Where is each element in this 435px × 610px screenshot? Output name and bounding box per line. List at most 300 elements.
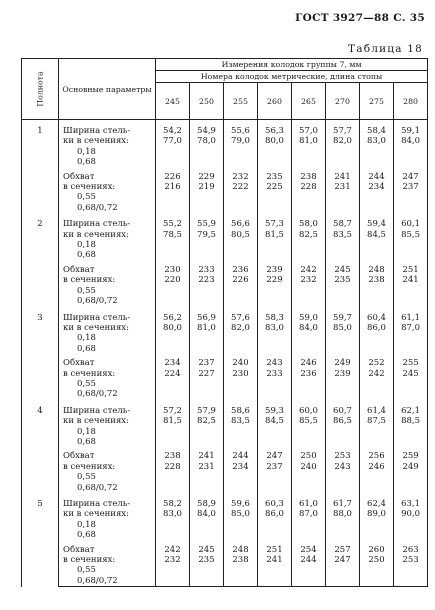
value-bottom: 237 xyxy=(402,182,419,193)
value-bottom: 78,0 xyxy=(197,136,216,147)
value-cell xyxy=(292,261,326,307)
value-top: 232 xyxy=(232,171,249,182)
value-bottom: 242 xyxy=(368,368,385,379)
value-top: 62,4 xyxy=(367,499,386,509)
value-cell xyxy=(326,307,360,355)
value-bottom: 82,5 xyxy=(197,416,216,427)
value-top: 58,7 xyxy=(333,219,352,230)
value-bottom: 83,5 xyxy=(333,229,352,240)
table-row xyxy=(22,541,428,587)
value-top: 57,3 xyxy=(265,219,284,230)
value-top: 238 xyxy=(300,171,317,182)
completeness-cell: 1 xyxy=(22,120,59,214)
table-caption: Таблица 18 xyxy=(348,43,423,55)
header-subgroup: Номера колодок метрические, длина стопы xyxy=(156,71,428,83)
value-top: 59,7 xyxy=(333,312,352,323)
value-cell xyxy=(292,213,326,261)
size-header: 275 xyxy=(360,83,394,120)
value-bottom: 220 xyxy=(164,275,181,286)
value-top: 63,1 xyxy=(401,499,421,509)
section-label: 0,68 xyxy=(77,250,96,261)
value-cell xyxy=(224,307,258,355)
value-cell xyxy=(326,447,360,493)
value-cell xyxy=(360,261,394,307)
value-cell xyxy=(224,541,258,587)
value-bottom: 77,0 xyxy=(163,136,182,147)
value-bottom: 238 xyxy=(368,275,385,286)
value-bottom: 83,5 xyxy=(231,416,250,427)
size-header: 250 xyxy=(190,83,224,120)
value-cell xyxy=(190,261,224,307)
value-cell xyxy=(224,120,258,168)
section-label: 0,18 xyxy=(77,146,96,157)
section-label: 0,68 xyxy=(77,157,96,168)
value-cell xyxy=(156,168,190,214)
value-bottom: 235 xyxy=(198,555,215,566)
value-cell xyxy=(190,307,224,355)
table-row xyxy=(22,493,428,541)
value-bottom: 232 xyxy=(300,275,317,286)
size-header: 270 xyxy=(326,83,360,120)
value-top: 59,6 xyxy=(231,499,250,509)
value-bottom: 246 xyxy=(368,461,385,472)
size-header: 245 xyxy=(156,83,190,120)
table-row xyxy=(22,168,428,214)
value-top: 233 xyxy=(198,264,215,275)
value-cell xyxy=(394,354,428,400)
value-top: 58,3 xyxy=(265,312,284,323)
value-bottom: 82,5 xyxy=(299,229,318,240)
value-top: 245 xyxy=(334,264,351,275)
value-bottom: 228 xyxy=(164,461,181,472)
value-cell xyxy=(360,447,394,493)
size-header: 280 xyxy=(394,83,428,120)
value-top: 56,2 xyxy=(163,312,182,323)
value-cell xyxy=(360,400,394,448)
header-completeness xyxy=(22,59,59,120)
value-bottom: 236 xyxy=(300,368,317,379)
section-label: 0,68 xyxy=(77,343,96,354)
value-top: 54,2 xyxy=(163,126,182,136)
value-top: 242 xyxy=(300,264,317,275)
width-param-cell xyxy=(59,213,156,261)
param-label: Обхват xyxy=(63,358,95,369)
width-param-cell xyxy=(59,493,156,541)
header-completeness-text: Полнота xyxy=(35,71,45,107)
value-bottom: 245 xyxy=(402,368,419,379)
value-bottom: 83,0 xyxy=(265,322,284,333)
table-row xyxy=(22,354,428,400)
value-top: 243 xyxy=(266,358,283,369)
value-cell xyxy=(394,213,428,261)
value-cell xyxy=(394,307,428,355)
value-cell xyxy=(156,447,190,493)
value-cell xyxy=(360,354,394,400)
value-bottom: 86,0 xyxy=(265,509,284,520)
value-top: 250 xyxy=(300,451,317,462)
value-cell xyxy=(156,493,190,541)
value-bottom: 88,0 xyxy=(333,509,352,520)
section-label: 0,68/0,72 xyxy=(77,482,118,493)
value-cell xyxy=(326,541,360,587)
value-top: 61,4 xyxy=(367,405,386,416)
size-header: 255 xyxy=(224,83,258,120)
value-cell xyxy=(326,213,360,261)
value-cell xyxy=(258,261,292,307)
value-cell xyxy=(394,447,428,493)
value-top: 240 xyxy=(232,358,249,369)
value-top: 62,1 xyxy=(401,405,421,416)
value-top: 58,9 xyxy=(197,499,216,509)
value-cell xyxy=(258,400,292,448)
value-bottom: 81,0 xyxy=(299,136,318,147)
value-top: 263 xyxy=(402,544,419,555)
value-bottom: 86,0 xyxy=(367,322,386,333)
value-bottom: 87,0 xyxy=(401,322,421,333)
width-param-cell xyxy=(59,400,156,448)
value-top: 58,4 xyxy=(367,126,386,136)
param-label: в сечениях: xyxy=(63,555,116,566)
value-top: 259 xyxy=(402,451,419,462)
value-top: 230 xyxy=(164,264,181,275)
value-bottom: 253 xyxy=(402,555,419,566)
value-top: 237 xyxy=(198,358,215,369)
value-bottom: 80,0 xyxy=(265,136,284,147)
value-cell xyxy=(190,493,224,541)
value-cell xyxy=(258,120,292,168)
table-row xyxy=(22,307,428,355)
page-header: ГОСТ 3927—88 С. 35 xyxy=(295,12,425,24)
section-label: 0,18 xyxy=(77,426,96,437)
table-row xyxy=(22,213,428,261)
value-top: 236 xyxy=(232,264,249,275)
value-top: 57,9 xyxy=(197,405,216,416)
width-param-cell xyxy=(59,307,156,355)
value-cell xyxy=(360,493,394,541)
value-top: 57,0 xyxy=(299,126,318,136)
value-bottom: 84,5 xyxy=(265,416,284,427)
value-bottom: 83,0 xyxy=(163,509,182,520)
value-bottom: 81,0 xyxy=(197,322,216,333)
value-top: 239 xyxy=(266,264,283,275)
value-top: 55,2 xyxy=(163,219,182,230)
value-cell xyxy=(292,447,326,493)
value-bottom: 238 xyxy=(232,555,249,566)
value-top: 56,9 xyxy=(197,312,216,323)
value-cell xyxy=(394,493,428,541)
value-top: 257 xyxy=(334,544,351,555)
value-bottom: 79,5 xyxy=(197,229,216,240)
value-bottom: 234 xyxy=(232,461,249,472)
value-cell xyxy=(258,354,292,400)
value-top: 241 xyxy=(334,171,351,182)
value-bottom: 87,5 xyxy=(367,416,386,427)
girth-param-cell xyxy=(59,168,156,214)
value-top: 238 xyxy=(164,451,181,462)
value-bottom: 224 xyxy=(164,368,181,379)
value-cell xyxy=(292,400,326,448)
value-top: 247 xyxy=(266,451,283,462)
section-label: 0,68/0,72 xyxy=(77,296,118,307)
measurements-table xyxy=(21,58,428,587)
value-cell xyxy=(360,307,394,355)
value-cell xyxy=(394,541,428,587)
param-label: Обхват xyxy=(63,171,95,182)
value-bottom: 83,0 xyxy=(367,136,386,147)
value-top: 249 xyxy=(334,358,351,369)
value-top: 58,6 xyxy=(231,405,250,416)
section-label: 0,18 xyxy=(77,240,96,251)
section-label: 0,68/0,72 xyxy=(77,389,118,400)
value-bottom: 244 xyxy=(300,555,317,566)
value-top: 234 xyxy=(164,358,181,369)
value-cell xyxy=(360,541,394,587)
value-top: 54,9 xyxy=(197,126,216,136)
value-bottom: 222 xyxy=(232,182,249,193)
value-bottom: 250 xyxy=(368,555,385,566)
value-top: 254 xyxy=(300,544,317,555)
value-bottom: 233 xyxy=(266,368,283,379)
value-cell xyxy=(258,168,292,214)
param-label: Ширина стель- xyxy=(63,312,131,323)
param-label: в сечениях: xyxy=(63,182,116,193)
section-label: 0,55 xyxy=(77,285,96,296)
value-top: 247 xyxy=(402,171,419,182)
value-top: 235 xyxy=(266,171,283,182)
girth-param-cell xyxy=(59,354,156,400)
value-bottom: 84,0 xyxy=(401,136,421,147)
value-bottom: 230 xyxy=(232,368,249,379)
value-cell xyxy=(292,168,326,214)
value-top: 60,0 xyxy=(299,405,318,416)
value-bottom: 231 xyxy=(198,461,215,472)
value-bottom: 225 xyxy=(266,182,283,193)
section-label: 0,55 xyxy=(77,192,96,203)
value-cell xyxy=(258,307,292,355)
completeness-cell: 2 xyxy=(22,213,59,306)
value-bottom: 84,0 xyxy=(299,322,318,333)
value-cell xyxy=(224,261,258,307)
value-cell xyxy=(292,307,326,355)
value-cell xyxy=(326,120,360,168)
value-bottom: 235 xyxy=(334,275,351,286)
value-cell xyxy=(394,261,428,307)
value-cell xyxy=(224,168,258,214)
value-cell xyxy=(326,400,360,448)
value-top: 61,7 xyxy=(333,499,352,509)
table-row xyxy=(22,400,428,448)
value-bottom: 86,5 xyxy=(333,416,352,427)
value-top: 245 xyxy=(198,544,215,555)
param-label: Обхват xyxy=(63,451,95,462)
value-top: 244 xyxy=(232,451,249,462)
value-cell xyxy=(292,541,326,587)
value-cell xyxy=(292,354,326,400)
value-top: 246 xyxy=(300,358,317,369)
value-top: 60,1 xyxy=(401,219,421,230)
value-bottom: 241 xyxy=(266,555,283,566)
section-label: 0,18 xyxy=(77,333,96,344)
value-cell xyxy=(156,354,190,400)
param-label: Ширина стель- xyxy=(63,219,131,230)
value-top: 59,1 xyxy=(401,126,421,136)
value-top: 58,2 xyxy=(163,499,182,509)
value-bottom: 90,0 xyxy=(401,509,421,520)
value-cell xyxy=(224,400,258,448)
value-bottom: 80,5 xyxy=(231,229,250,240)
value-top: 55,6 xyxy=(231,126,250,136)
value-top: 59,4 xyxy=(367,219,386,230)
value-top: 251 xyxy=(402,264,419,275)
value-bottom: 239 xyxy=(334,368,351,379)
value-bottom: 80,0 xyxy=(163,322,182,333)
value-cell xyxy=(258,541,292,587)
value-top: 57,6 xyxy=(231,312,250,323)
girth-param-cell xyxy=(59,261,156,307)
value-cell xyxy=(360,213,394,261)
value-bottom: 228 xyxy=(300,182,317,193)
value-cell xyxy=(394,400,428,448)
value-bottom: 85,0 xyxy=(231,509,250,520)
value-bottom: 89,0 xyxy=(367,509,386,520)
girth-param-cell xyxy=(59,541,156,587)
value-top: 60,7 xyxy=(333,405,352,416)
value-bottom: 82,0 xyxy=(231,322,250,333)
value-cell xyxy=(258,213,292,261)
param-label: ки в сечениях: xyxy=(63,416,129,427)
header-params: Основные параметры xyxy=(59,59,156,120)
value-bottom: 237 xyxy=(266,461,283,472)
value-bottom: 81,5 xyxy=(163,416,182,427)
section-label: 0,68/0,72 xyxy=(77,575,118,586)
value-top: 256 xyxy=(368,451,385,462)
value-top: 244 xyxy=(368,171,385,182)
width-param-cell xyxy=(59,120,156,168)
value-cell xyxy=(394,120,428,168)
param-label: Ширина стель- xyxy=(63,126,131,136)
value-bottom: 241 xyxy=(402,275,419,286)
section-label: 0,55 xyxy=(77,565,96,576)
value-top: 61,1 xyxy=(401,312,421,323)
value-cell xyxy=(258,447,292,493)
completeness-cell: 5 xyxy=(22,493,59,587)
value-bottom: 226 xyxy=(232,275,249,286)
value-top: 56,3 xyxy=(265,126,284,136)
section-label: 0,68/0,72 xyxy=(77,202,118,213)
value-top: 59,0 xyxy=(299,312,318,323)
param-label: Ширина стель- xyxy=(63,405,131,416)
value-top: 260 xyxy=(368,544,385,555)
section-label: 0,55 xyxy=(77,472,96,483)
value-bottom: 231 xyxy=(334,182,351,193)
value-top: 55,9 xyxy=(197,219,216,230)
value-top: 57,2 xyxy=(163,405,182,416)
value-top: 241 xyxy=(198,451,215,462)
value-cell xyxy=(156,213,190,261)
value-bottom: 223 xyxy=(198,275,215,286)
value-bottom: 78,5 xyxy=(163,229,182,240)
value-bottom: 247 xyxy=(334,555,351,566)
girth-param-cell xyxy=(59,447,156,493)
value-cell xyxy=(190,120,224,168)
value-cell xyxy=(224,447,258,493)
value-cell xyxy=(224,354,258,400)
value-bottom: 84,5 xyxy=(367,229,386,240)
completeness-cell: 4 xyxy=(22,400,59,493)
value-top: 59,3 xyxy=(265,405,284,416)
param-label: в сечениях: xyxy=(63,461,116,472)
value-cell xyxy=(190,168,224,214)
value-cell xyxy=(326,261,360,307)
size-header: 260 xyxy=(258,83,292,120)
value-top: 61,0 xyxy=(299,499,318,509)
value-bottom: 243 xyxy=(334,461,351,472)
value-top: 242 xyxy=(164,544,181,555)
table-row xyxy=(22,447,428,493)
value-cell xyxy=(156,400,190,448)
value-cell xyxy=(292,493,326,541)
value-bottom: 216 xyxy=(164,182,181,193)
value-top: 60,4 xyxy=(367,312,386,323)
value-cell xyxy=(156,120,190,168)
value-bottom: 84,0 xyxy=(197,509,216,520)
param-label: ки в сечениях: xyxy=(63,136,129,147)
value-top: 255 xyxy=(402,358,419,369)
value-bottom: 85,5 xyxy=(299,416,318,427)
value-bottom: 249 xyxy=(402,461,419,472)
value-bottom: 85,0 xyxy=(333,322,352,333)
param-label: Обхват xyxy=(63,544,95,555)
value-cell xyxy=(224,213,258,261)
value-cell xyxy=(360,168,394,214)
section-label: 0,55 xyxy=(77,378,96,389)
value-cell xyxy=(156,541,190,587)
value-bottom: 219 xyxy=(198,182,215,193)
value-cell xyxy=(190,213,224,261)
completeness-cell: 3 xyxy=(22,307,59,400)
value-bottom: 232 xyxy=(164,555,181,566)
value-bottom: 229 xyxy=(266,275,283,286)
value-top: 248 xyxy=(232,544,249,555)
value-bottom: 227 xyxy=(198,368,215,379)
value-bottom: 85,5 xyxy=(401,229,421,240)
param-label: Ширина стель- xyxy=(63,499,131,509)
value-cell xyxy=(224,493,258,541)
value-top: 251 xyxy=(266,544,283,555)
value-top: 60,3 xyxy=(265,499,284,509)
section-label: 0,18 xyxy=(77,519,96,530)
value-bottom: 82,0 xyxy=(333,136,352,147)
value-cell xyxy=(156,261,190,307)
value-cell xyxy=(326,354,360,400)
value-cell xyxy=(326,168,360,214)
param-label: Обхват xyxy=(63,264,95,275)
table-body xyxy=(22,120,428,587)
value-bottom: 79,0 xyxy=(231,136,250,147)
table-row xyxy=(22,120,428,168)
param-label: ки в сечениях: xyxy=(63,509,129,520)
value-cell xyxy=(190,447,224,493)
value-top: 58,0 xyxy=(299,219,318,230)
value-cell xyxy=(190,354,224,400)
value-cell xyxy=(258,493,292,541)
value-top: 56,6 xyxy=(231,219,250,230)
value-cell xyxy=(394,168,428,214)
value-bottom: 240 xyxy=(300,461,317,472)
value-top: 229 xyxy=(198,171,215,182)
value-top: 226 xyxy=(164,171,181,182)
value-cell xyxy=(326,493,360,541)
